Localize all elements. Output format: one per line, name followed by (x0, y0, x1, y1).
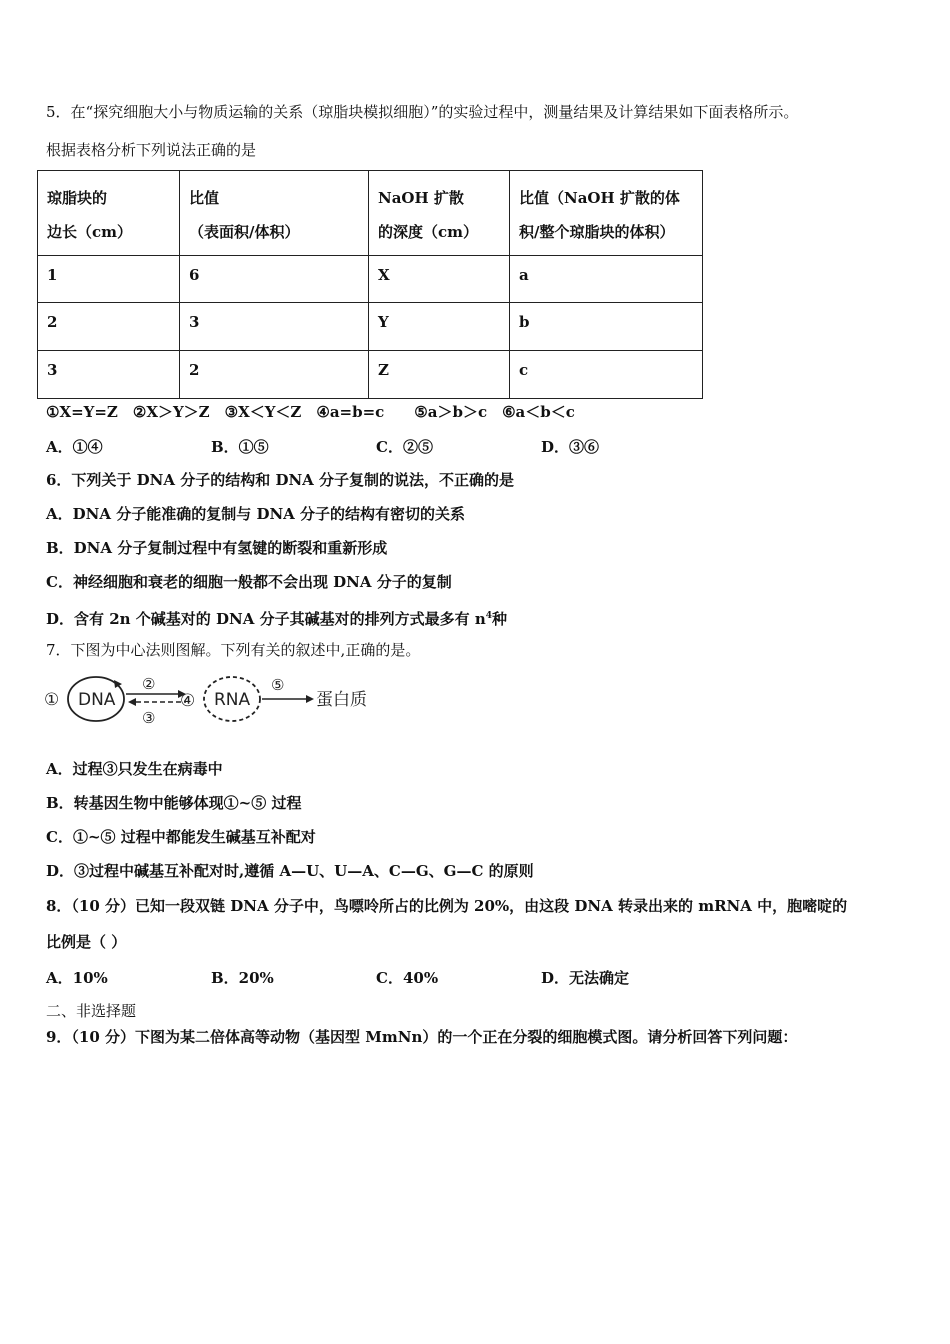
q7-option-b: B．转基因生物中能够体现①~⑤ 过程 (46, 794, 302, 812)
q6-option-b: B．DNA 分子复制过程中有氢键的断裂和重新形成 (46, 539, 388, 557)
q7-option-d: D．③过程中碱基互补配对时,遵循 A—U、U—A、C—G、G—C 的原则 (46, 862, 534, 880)
q8-option-a: A．10% (46, 969, 108, 987)
q6-option-a: A．DNA 分子能准确的复制与 DNA 分子的结构有密切的关系 (46, 505, 466, 523)
replication-arrow-head (114, 680, 122, 688)
header-text: （表面积/体积） (189, 223, 300, 241)
q5-option-b: B．①⑤ (211, 438, 269, 456)
header-text: 的深度（cm） (378, 223, 479, 241)
header-text: 积/整个琼脂块的体积） (519, 223, 675, 241)
q6-option-d (46, 606, 507, 629)
diagram-label-2: ② (142, 675, 156, 693)
translation-arrow-head (306, 695, 314, 703)
header-cell-depth (369, 171, 510, 256)
diagram-label-1: ① (44, 690, 60, 710)
q5-statements: ①X=Y=Z ②X＞Y＞Z ③X＜Y＜Z ④a=b=c ⑤a＞b＞c ⑥a＜b＜c (46, 403, 575, 421)
header-text: 比值（NaOH 扩散的体 (519, 189, 680, 207)
table-header-row (38, 171, 703, 256)
table-cell: Z (369, 351, 510, 399)
q5-option-d: D．③⑥ (541, 438, 600, 456)
q8-stem-line2: 比例是（ ） (46, 933, 127, 951)
table-row (38, 256, 703, 303)
table-cell: 2 (180, 351, 369, 399)
q7-option-c: C．①~⑤ 过程中都能发生碱基互补配对 (46, 828, 316, 846)
q5-stem-line1: 5．在“探究细胞大小与物质运输的关系（琼脂块模拟细胞）”的实验过程中，测量结果及计算结果如下面表格所示。 (46, 103, 799, 121)
header-text: 边长（cm） (47, 223, 133, 241)
q8-option-d: D．无法确定 (541, 969, 630, 987)
header-text: 琼脂块的 (47, 189, 108, 207)
q7-stem: 7．下图为中心法则图解。下列有关的叙述中,正确的是。 (46, 641, 421, 659)
table-cell: X (369, 256, 510, 303)
agar-block-table (37, 170, 703, 399)
header-text: NaOH 扩散 (378, 189, 464, 207)
diagram-label-3: ③ (142, 709, 156, 727)
header-text: 比值 (189, 189, 220, 207)
q6-option-d-main: D．含有 2n 个碱基对的 DNA 分子其碱基对的排列方式最多有 n (46, 610, 486, 628)
table-cell: 3 (38, 351, 180, 399)
table-cell: Y (369, 303, 510, 351)
q6-stem: 6．下列关于 DNA 分子的结构和 DNA 分子复制的说法，不正确的是 (46, 471, 515, 489)
table-cell: a (510, 256, 703, 303)
q8-option-c: C．40% (376, 969, 439, 987)
q7-option-a: A．过程③只发生在病毒中 (46, 760, 223, 778)
q6-option-d-exponent: 4 (485, 611, 492, 621)
q5-option-c: C．②⑤ (376, 438, 433, 456)
reverse-transcription-arrow-head (128, 698, 136, 706)
diagram-protein-label: 蛋白质 (316, 690, 367, 710)
q9-stem: 9．（10 分）下图为某二倍体高等动物（基因型 MmNn）的一个正在分裂的细胞模式图。请分析回答下列问题： (46, 1028, 798, 1046)
table-row (38, 351, 703, 399)
q8-stem-line1: 8．（10 分）已知一段双链 DNA 分子中，鸟嘌呤所占的比例为 20%，由这段 DNA 转录出来的 mRNA 中，胞嘧啶的 (46, 897, 848, 915)
section-title-non-choice: 二、非选择题 (46, 1002, 137, 1020)
q6-option-c: C．神经细胞和衰老的细胞一般都不会出现 DNA 分子的复制 (46, 573, 452, 591)
q5-option-a: A．①④ (46, 438, 103, 456)
q5-stem-line2: 根据表格分析下列说法正确的是 (46, 141, 257, 159)
table-cell: 2 (38, 303, 180, 351)
diagram-label-5: ⑤ (271, 676, 285, 694)
table-cell: 6 (180, 256, 369, 303)
table-row (38, 303, 703, 351)
header-cell-ratio (180, 171, 369, 256)
header-cell-edge-length (38, 171, 180, 256)
table-cell: b (510, 303, 703, 351)
central-dogma-diagram (44, 672, 384, 728)
diagram-rna-label: RNA (214, 690, 251, 710)
diagram-label-4: ④ (180, 691, 196, 711)
q8-option-b: B．20% (211, 969, 274, 987)
table-cell: c (510, 351, 703, 399)
header-cell-volume-ratio (510, 171, 703, 256)
table-cell: 1 (38, 256, 180, 303)
q6-option-d-tail: 种 (492, 610, 508, 628)
table-cell: 3 (180, 303, 369, 351)
diagram-dna-label: DNA (78, 690, 116, 710)
